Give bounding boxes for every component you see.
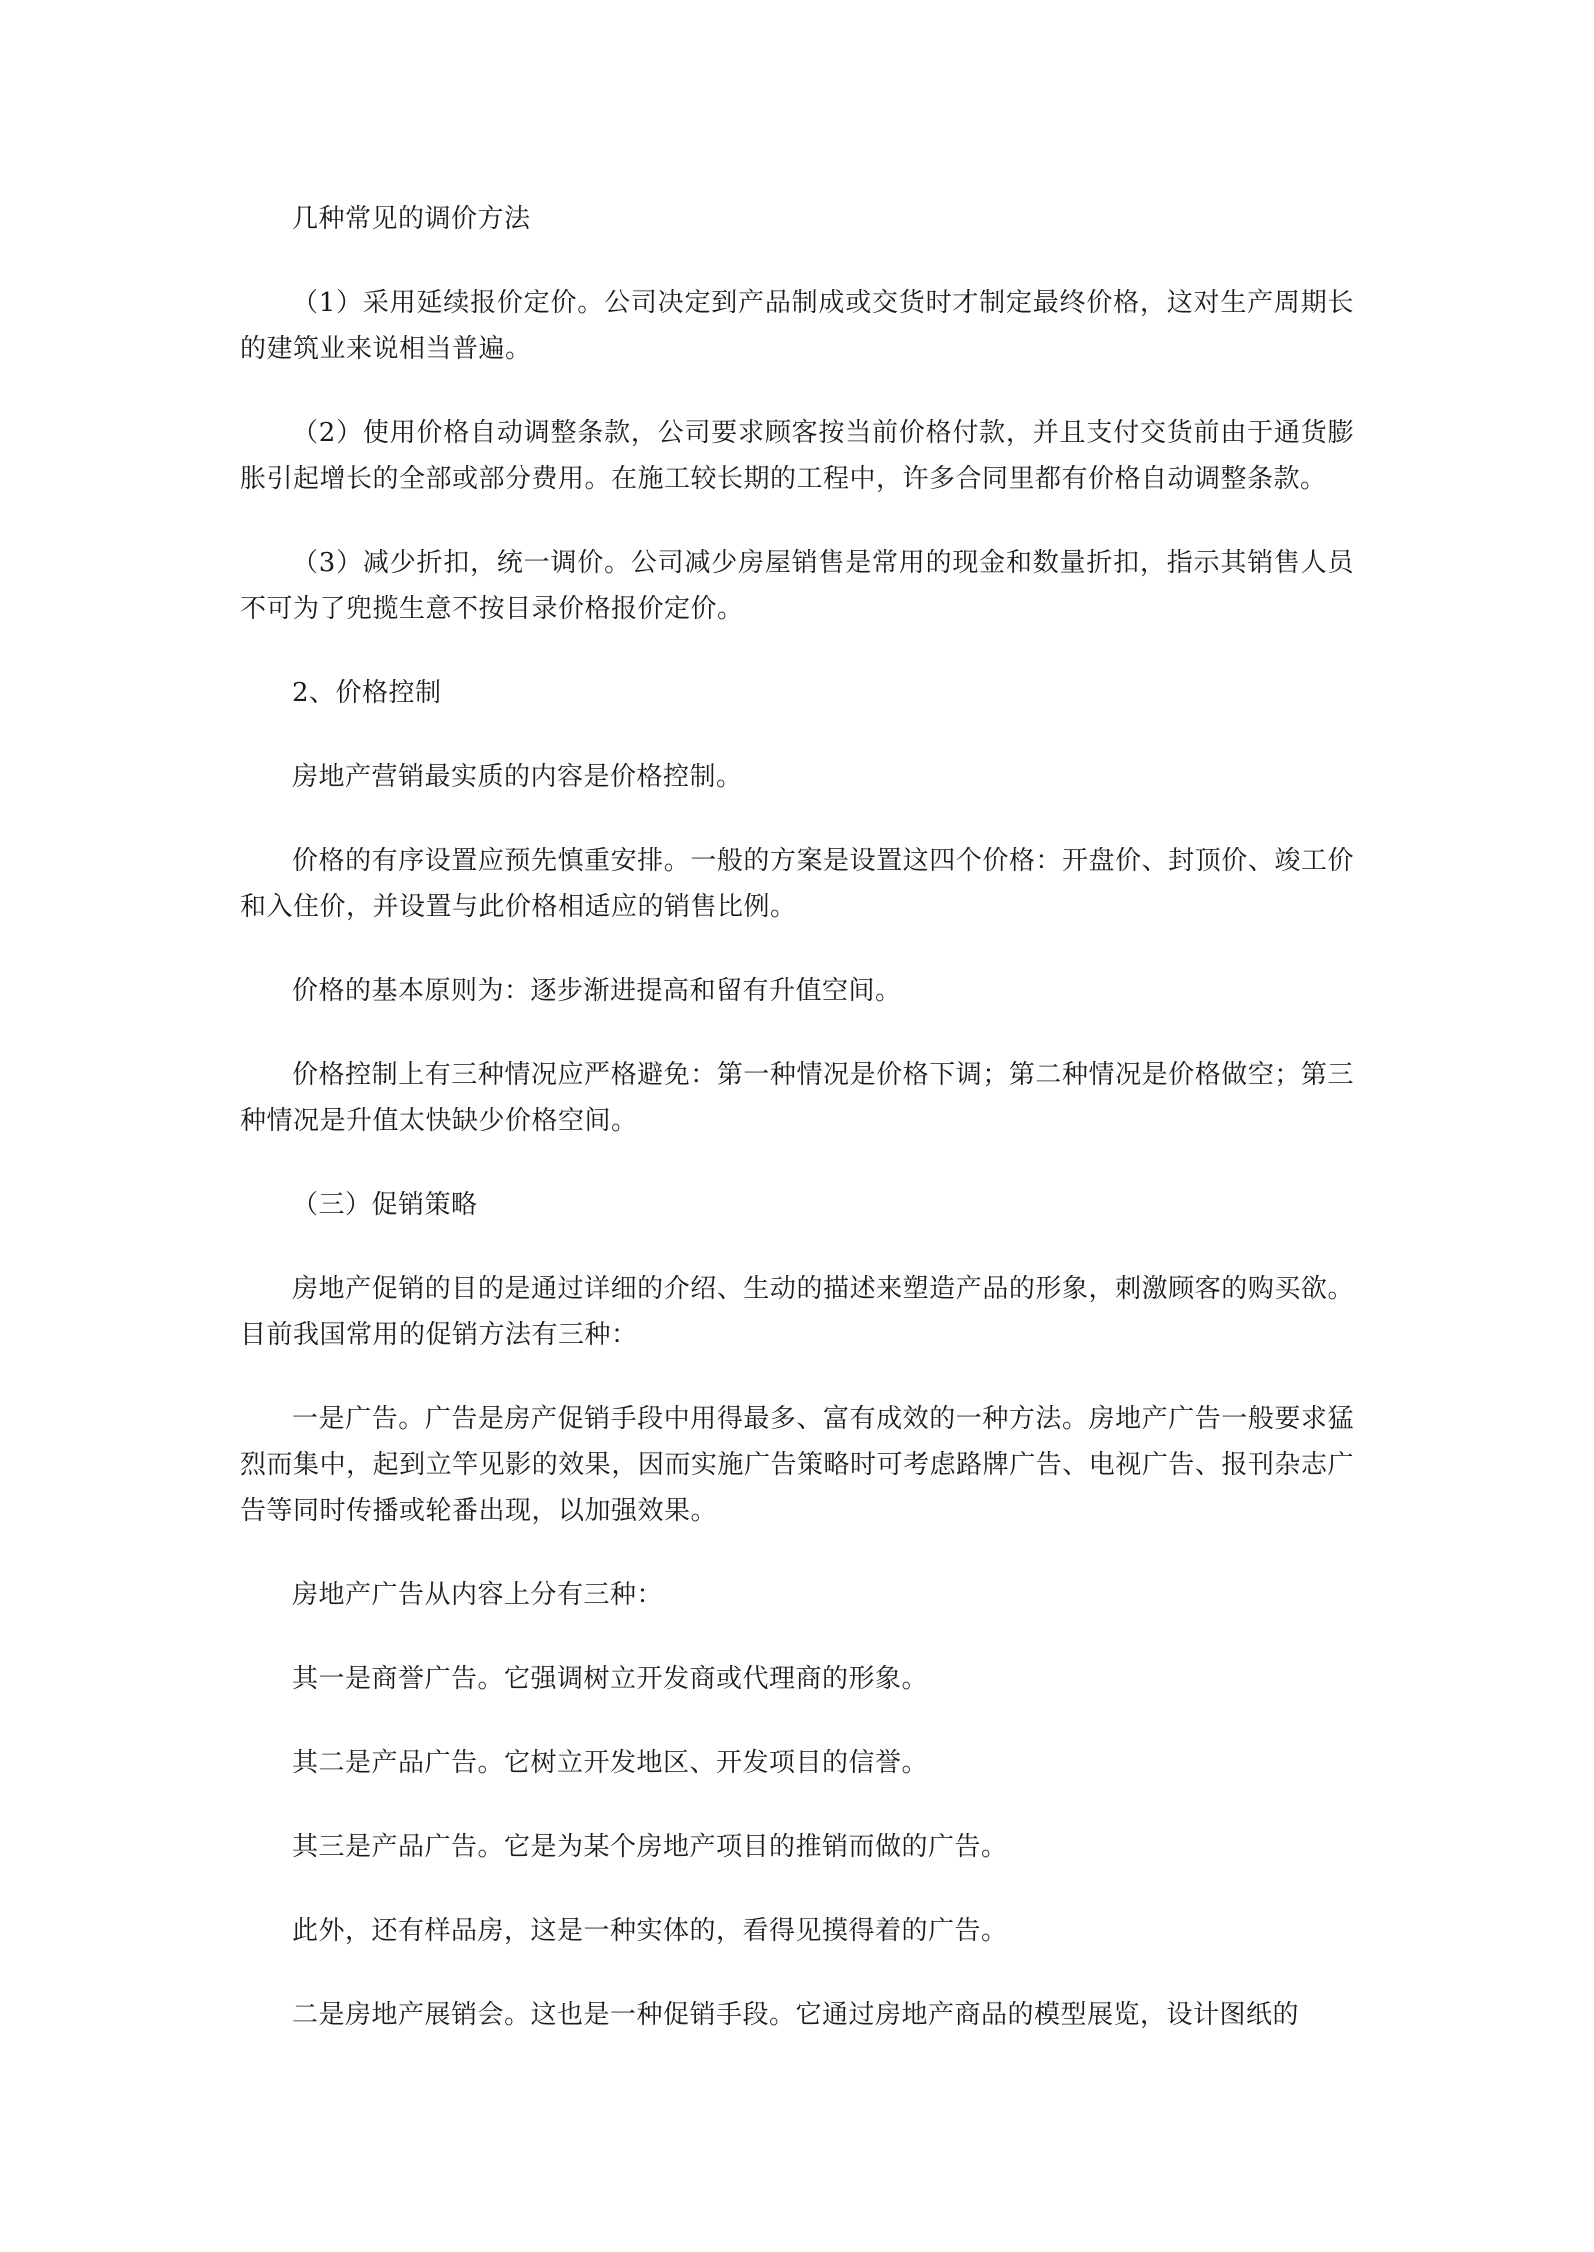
- paragraph-item-2: （2）使用价格自动调整条款，公司要求顾客按当前价格付款，并且支付交货前由于通货膨胀引起增长的全部或部分费用。在施工较长期的工程中，许多合同里都有价格自动调整条款。: [240, 418, 1354, 494]
- section-heading-price-control: 2、价格控制: [292, 678, 442, 708]
- paragraph: 二是房地产展销会。这也是一种促销手段。它通过房地产商品的模型展览，设计图纸的: [292, 2000, 1300, 2030]
- paragraph: 其一是商誉广告。它强调树立开发商或代理商的形象。: [292, 1664, 929, 1694]
- paragraph: 其二是产品广告。它树立开发地区、开发项目的信誉。: [292, 1748, 929, 1778]
- paragraph: 价格的基本原则为：逐步渐进提高和留有升值空间。: [292, 976, 902, 1006]
- document-body: [240, 196, 1354, 2038]
- paragraph: 房地产广告从内容上分有三种：: [292, 1580, 664, 1610]
- paragraph: 房地产营销最实质的内容是价格控制。: [292, 762, 743, 792]
- paragraph: 价格控制上有三种情况应严格避免：第一种情况是价格下调；第二种情况是价格做空；第三种情况是升值太快缺少价格空间。: [240, 1060, 1354, 1136]
- section-heading-promotion-strategy: （三）促销策略: [292, 1190, 478, 1220]
- paragraph: 此外，还有样品房，这是一种实体的，看得见摸得着的广告。: [292, 1916, 1008, 1946]
- section-heading-price-adjust-methods: 几种常见的调价方法: [292, 204, 531, 234]
- paragraph: 一是广告。广告是房产促销手段中用得最多、富有成效的一种方法。房地产广告一般要求猛烈而集中，起到立竿见影的效果，因而实施广告策略时可考虑路牌广告、电视广告、报刊杂志广告等同时传播或轮番出现，以加强效果。: [240, 1404, 1354, 1526]
- paragraph: 其三是产品广告。它是为某个房地产项目的推销而做的广告。: [292, 1832, 1008, 1862]
- paragraph-item-3: （3）减少折扣，统一调价。公司减少房屋销售是常用的现金和数量折扣，指示其销售人员不可为了兜揽生意不按目录价格报价定价。: [240, 548, 1354, 624]
- paragraph: 价格的有序设置应预先慎重安排。一般的方案是设置这四个价格：开盘价、封顶价、竣工价和入住价，并设置与此价格相适应的销售比例。: [240, 846, 1354, 922]
- paragraph-item-1: （1）采用延续报价定价。公司决定到产品制成或交货时才制定最终价格，这对生产周期长的建筑业来说相当普遍。: [240, 288, 1354, 364]
- paragraph: 房地产促销的目的是通过详细的介绍、生动的描述来塑造产品的形象，刺激顾客的购买欲。目前我国常用的促销方法有三种：: [240, 1274, 1354, 1350]
